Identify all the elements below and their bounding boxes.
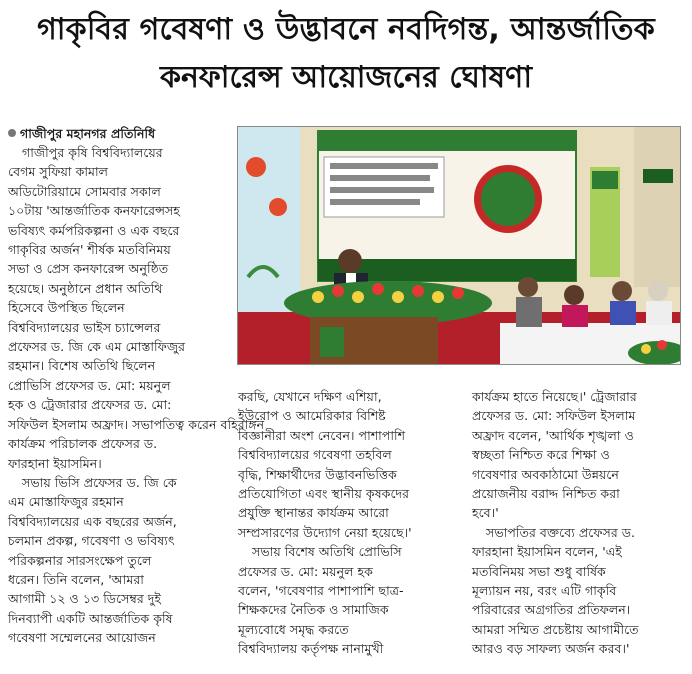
article-line: চলমান প্রকল্প, গবেষণা ও ভবিষ্যৎ [8, 533, 175, 549]
headline-line-2: কনফারেন্স আয়োজনের ঘোষণা [159, 60, 533, 95]
headline-line-1: গাকৃবির গবেষণা ও উদ্ভাবনে নবদিগন্ত, আন্তর্জাতিক [37, 12, 655, 47]
article-line: প্রয়োজনীয় বরাদ্দ নিশ্চিত করা [472, 486, 620, 502]
article-line: সভাপতির বক্তব্যে প্রফেসর ড. [486, 524, 636, 540]
article-line: মূল্যায়ন নয়, বরং এটি গাকৃবি [472, 583, 617, 599]
article-line: ১০টায় 'আন্তর্জাতিক কনফারেন্সসহ [8, 203, 180, 219]
article-line: সভা ও প্রেস কনফারেন্স অনুষ্ঠিত [8, 261, 169, 277]
article-line: করছি, যেখানে দক্ষিণ এশিয়া, [238, 389, 382, 404]
article-line: হয়েছে। অনুষ্ঠানে প্রধান অতিথি [8, 280, 163, 296]
article-line: বিশ্ববিদ্যালয়ের গবেষণা তহবিল [238, 447, 392, 463]
article-line: হবে।' [472, 505, 499, 521]
article-line: ভবিষ্যৎ কর্মপরিকল্পনা ও এক বছরে [8, 222, 180, 238]
byline-text: গাজীপুর মহানগর প্রতিনিধি [20, 126, 156, 141]
byline [8, 124, 234, 143]
article-line: অডিটোরিয়ামে সোমবার সকাল [8, 183, 161, 199]
article-line: শিক্ষকদের নৈতিক ও সামাজিক [238, 602, 389, 618]
bullet-icon [8, 129, 16, 137]
article-line: হিসেবে উপস্থিত ছিলেন [8, 300, 125, 316]
article-line: সম্প্রসারণের উদ্যোগ নেয়া হয়েছে।' [238, 524, 412, 540]
event-photo [237, 126, 681, 365]
article-line: বিজ্ঞানীরা অংশ নেবেন। পাশাপাশি [238, 427, 406, 443]
article-line: বলেন, 'গবেষণার পাশাপাশি ছাত্র- [238, 583, 404, 599]
article-line: হক ও ট্রেজারার প্রফেসর ড. মো: [8, 397, 172, 413]
article-line: প্রফেসর ড. জি কে এম মোস্তাফিজুর [8, 339, 186, 355]
article-line: সফিউল ইসলাম অফ্রাদ। সভাপতিত্ব করেন বহিরাঙ্গন [8, 416, 265, 432]
article-line: কার্যক্রম পরিচালক প্রফেসর ড. [8, 436, 158, 452]
article-line: প্রফেসর ড. মো: সফিউল ইসলাম [472, 408, 636, 424]
article-line: পরিকল্পনার সারসংক্ষেপ তুলে [8, 552, 152, 568]
article-line: বিশ্ববিদ্যালয়ের ভাইস চ্যান্সেলর [8, 319, 161, 335]
article-line: সভায় বিশেষ অতিথি প্রোভিসি [252, 544, 402, 560]
event-photo-illustration [238, 127, 681, 365]
article-line: গাজীপুর কৃষি বিশ্ববিদ্যালয়ের [22, 145, 163, 160]
article-line: ধরেন। তিনি বলেন, 'আমরা [8, 571, 144, 587]
article-line: স্বচ্ছতা নিশ্চিত করে শিক্ষা ও [472, 447, 610, 463]
article-line: ফারহানা ইয়াসমিন বলেন, 'এই [472, 544, 622, 560]
article-line: গবেষণার অবকাঠামো উন্নয়নে [472, 466, 619, 482]
article-line: প্রতিযোগিতা এবং স্থানীয় কৃষকদের [238, 486, 410, 502]
article-line: মূল্যবোধে সমৃদ্ধ করতে [238, 621, 349, 637]
article-column-2 [238, 387, 464, 659]
article-line: বৃদ্ধি, শিক্ষার্থীদের উদ্ভাবনভিত্তিক [238, 466, 397, 482]
article-line: সভায় ভিসি প্রফেসর ড. জি কে [22, 474, 177, 490]
article-line: আগামী ১২ ও ১৩ ডিসেম্বর দুই [8, 591, 161, 607]
article-line: প্রযুক্তি স্থানান্তর কার্যক্রম আরো [238, 505, 389, 521]
article-column-3 [472, 387, 686, 659]
article-line: এম মোস্তাফিজুর রহমান [8, 494, 124, 510]
article-line: দিনব্যাপী একটি আন্তর্জাতিক কৃষি [8, 610, 173, 626]
article-line: গবেষণা সম্মেলনের আয়োজন [8, 630, 156, 646]
article-line: আমরা সম্মিত প্রচেষ্টায় আগামীতে [472, 621, 639, 637]
article-line: মতবিনিময় সভা শুধু বার্ষিক [472, 563, 606, 579]
article-line: প্রফেসর ড. মো: ময়নুল হক [238, 563, 373, 579]
article-line: প্রোভিসি প্রফেসর ড. মো: ময়নুল [8, 377, 171, 393]
article-line: কার্যক্রম হাতে নিয়েছে।' ট্রেজারার [472, 389, 637, 404]
article-line: পরিবারের অগ্রগতির প্রতিফলন। [472, 602, 631, 618]
article-line: গাকৃবির অর্জন' শীর্ষক মতবিনিময় [8, 242, 171, 258]
article-line: বিশ্ববিদ্যালয়ের এক বছরের অর্জন, [8, 513, 177, 529]
article-line: বেগম সুফিয়া কামাল [8, 164, 109, 180]
article-line: রহমান। বিশেষ অতিথি ছিলেন [8, 358, 156, 374]
headline [0, 8, 692, 100]
article-column-1 [8, 143, 265, 648]
article-line: ইউরোপ ও আমেরিকার বিশিষ্ট [238, 408, 386, 424]
article-line: বিশ্ববিদ্যালয় কর্তৃপক্ষ নানামুখী [238, 641, 384, 657]
article-line: ফারহানা ইয়াসমিন। [8, 455, 102, 471]
article-line: অফ্রাদ বলেন, 'আর্থিক শৃঙ্খলা ও [472, 427, 634, 443]
article-line: আরও বড় সাফল্য অর্জন করব।' [472, 641, 630, 657]
